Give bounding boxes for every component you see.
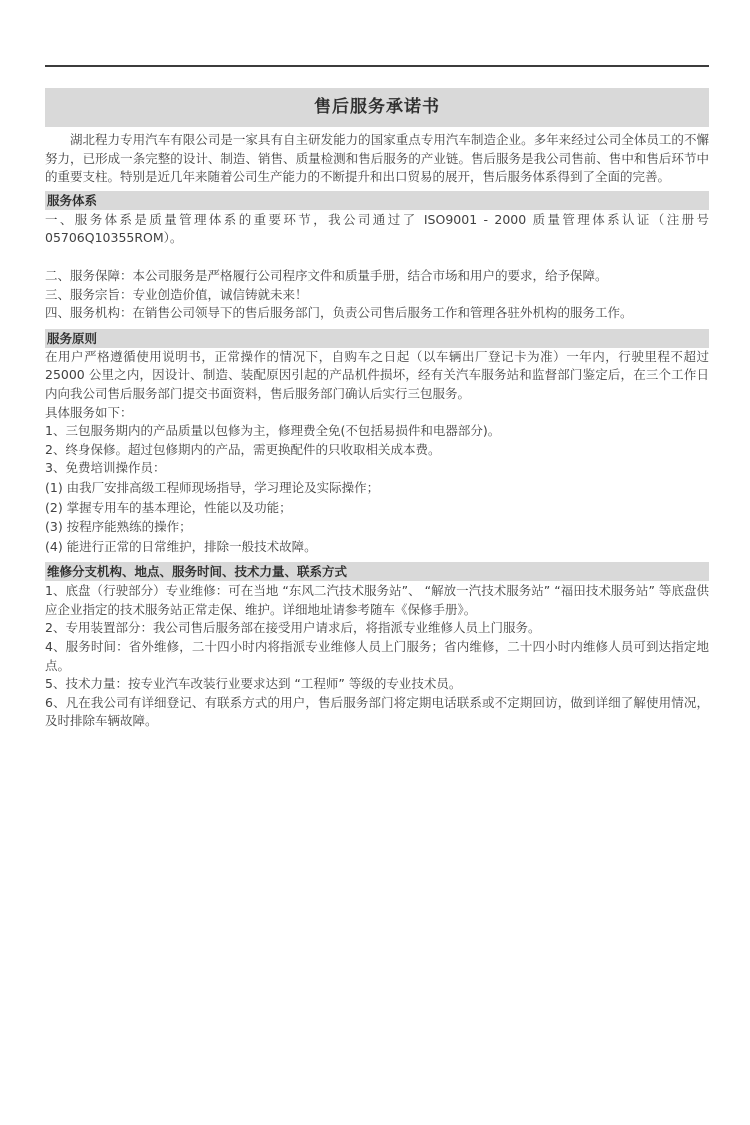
list-item: 2、终身保修。超过包修期内的产品，需更换配件的只收取相关成本费。 xyxy=(45,441,441,457)
list-item: 二、服务保障：本公司服务是严格履行公司程序文件和质量手册，结合市场和用户的要求，给予保障。 xyxy=(45,267,608,283)
sub-list-item: (4) 能进行正常的日常维护，排除一般技术故障。 xyxy=(45,538,317,554)
section-heading-service-principles: 服务原则 xyxy=(45,329,709,348)
section-heading-repair-branches: 维修分支机构、地点、服务时间、技术力量、联系方式 xyxy=(45,562,709,581)
list-item: 1、底盘（行驶部分）专业维修：可在当地 “东风二汽技术服务站”、 “解放一汽技术服务站” “福田技术服务站” 等底盘供应企业指定的技术服务站正常走保、维护。详细地址请参考随车《保修手册》。 xyxy=(45,583,709,617)
list-item: 一、服务体系是质量管理体系的重要环节，我公司通过了 ISO9001 - 2000 质量管理体系认证（注册号 05706Q10355ROM）。 xyxy=(45,211,709,246)
section-heading-service-system: 服务体系 xyxy=(45,191,709,210)
intro-paragraph: 湖北程力专用汽车有限公司是一家具有自主研发能力的国家重点专用汽车制造企业。多年来经过公司全体员工的不懈努力，已形成一条完整的设计、制造、销售、质量检测和售后服务的产业链。售后服务是我公司售前、售中和售后环节中的重要支柱。特别是近几年来随着公司生产能力的不断提升和出口贸易的展开，售后服务体系得到了全面的完善。 xyxy=(45,132,709,185)
blank-line xyxy=(45,248,709,267)
list-item: 2、专用装置部分：我公司售后服务部在接受用户请求后，将指派专业维修人员上门服务。 xyxy=(45,620,541,636)
sub-list-item: (2) 掌握专用车的基本理论，性能以及功能； xyxy=(45,499,292,515)
list-item: 4、服务时间：省外维修，二十四小时内将指派专业维修人员上门服务；省内维修，二十四小时内维修人员可到达指定地点。 xyxy=(45,639,709,673)
document-page xyxy=(0,65,750,1125)
list-intro: 具体服务如下： xyxy=(45,404,133,420)
list-item: 6、凡在我公司有详细登记、有联系方式的用户，售后服务部门将定期电话联系或不定期回访，做到详细了解使用情况，及时排除车辆故障。 xyxy=(45,694,709,729)
list-item: 1、三包服务期内的产品质量以包修为主，修理费全免(不包括易损件和电器部分)。 xyxy=(45,423,501,439)
section-paragraph: 在用户严格遵循使用说明书，正常操作的情况下，自购车之日起（以车辆出厂登记卡为准）一年内，行驶里程不超过 25000 公里之内，因设计、制造、装配原因引起的产品机件损坏，经有关汽车服务站和监督部门鉴定后，在三个工作日内向我公司售后服务部门提交书面资料，售后服务部门确认后实行三包服务。 xyxy=(45,348,709,401)
list-item: 3、免费培训操作员： xyxy=(45,460,166,476)
list-item: 三、服务宗旨：专业创造价值，诚信铸就未来！ xyxy=(45,286,308,302)
top-horizontal-rule xyxy=(45,65,709,67)
list-item: 5、技术力量：按专业汽车改装行业要求达到 “工程师” 等级的专业技术员。 xyxy=(45,676,462,692)
document-title: 售后服务承诺书 xyxy=(314,97,440,117)
document-title-bar xyxy=(45,88,709,127)
sub-list-item: (3) 按程序能熟练的操作； xyxy=(45,519,192,535)
list-item: 四、服务机构：在销售公司领导下的售后服务部门，负责公司售后服务工作和管理各驻外机构的服务工作。 xyxy=(45,305,633,321)
document-content xyxy=(45,65,709,731)
sub-list-item: (1) 由我厂安排高级工程师现场指导，学习理论及实际操作； xyxy=(45,479,380,495)
